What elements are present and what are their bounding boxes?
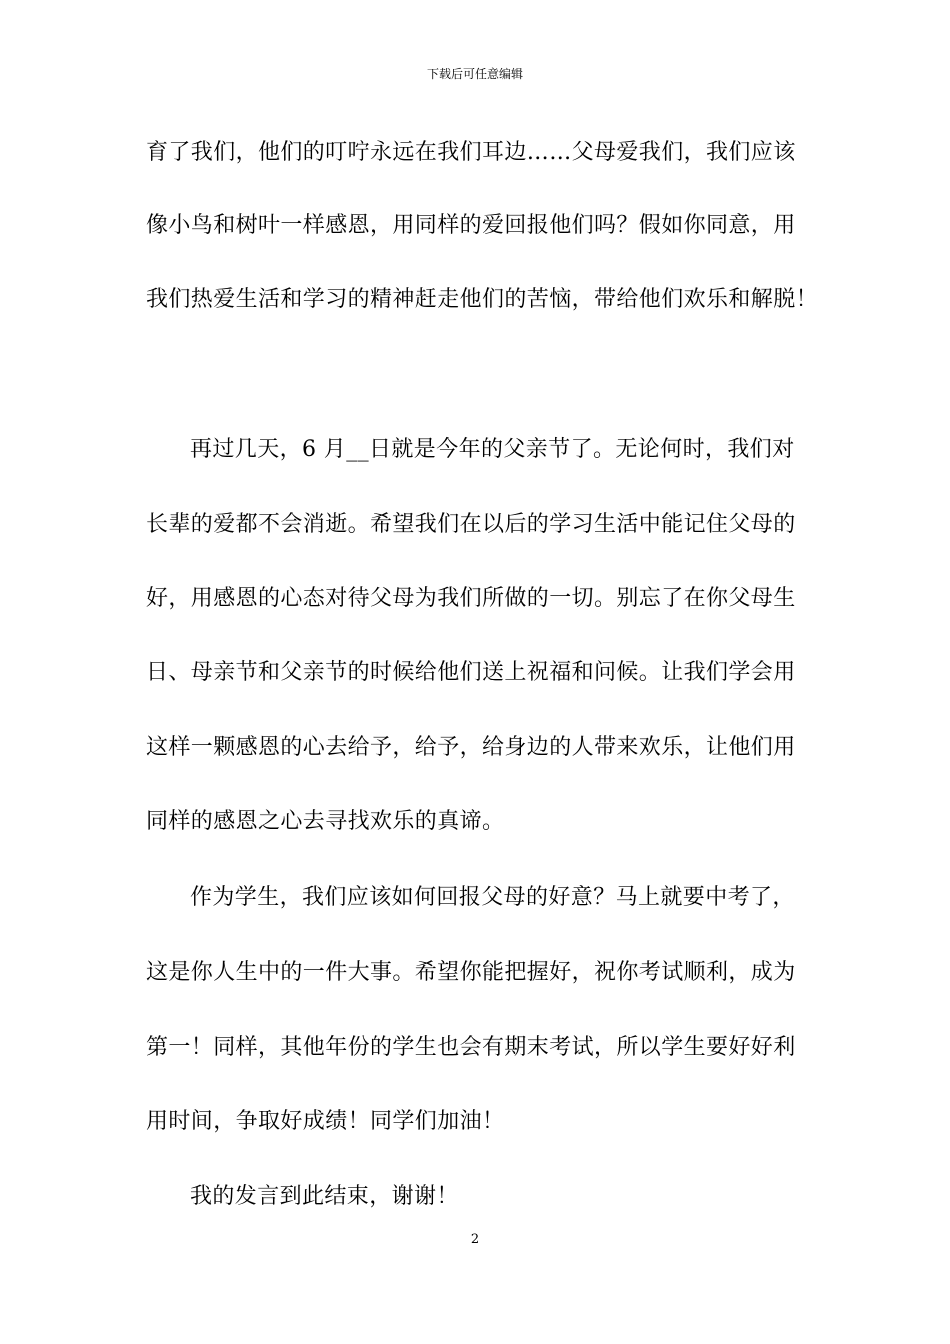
text-line: 像小鸟和树叶一样感恩，用同样的爱回报他们吗？假如你同意，用 (146, 213, 796, 238)
text-line: 长辈的爱都不会消逝。希望我们在以后的学习生活中能记住父母的 (146, 512, 796, 537)
text-line: 第一！同样，其他年份的学生也会有期末考试，所以学生要好好利 (146, 1035, 796, 1060)
text-line: 同样的感恩之心去寻找欢乐的真谛。 (146, 809, 505, 834)
text-line: 用时间，争取好成绩！同学们加油！ (146, 1109, 505, 1134)
page-number: 2 (470, 1232, 480, 1247)
page-header: 下载后可任意编辑 (426, 67, 523, 81)
text-line: 我们热爱生活和学习的精神赶走他们的苦恼，带给他们欢乐和解脱！ (146, 287, 819, 312)
text-line: 这样一颗感恩的心去给予，给予，给身边的人带来欢乐，让他们用 (146, 735, 796, 760)
text-line: 再过几天，6 月__日就是今年的父亲节了。无论何时，我们对 (190, 437, 795, 462)
text-line: 我的发言到此结束，谢谢！ (190, 1184, 459, 1209)
text-line: 育了我们，他们的叮咛永远在我们耳边……父母爱我们，我们应该 (146, 140, 796, 165)
text-line: 日、母亲节和父亲节的时候给他们送上祝福和问候。让我们学会用 (146, 660, 796, 685)
text-line: 好，用感恩的心态对待父母为我们所做的一切。别忘了在你父母生 (146, 586, 796, 611)
text-line: 作为学生，我们应该如何回报父母的好意？马上就要中考了， (190, 885, 795, 910)
text-line: 这是你人生中的一件大事。希望你能把握好，祝你考试顺利，成为 (146, 960, 796, 985)
